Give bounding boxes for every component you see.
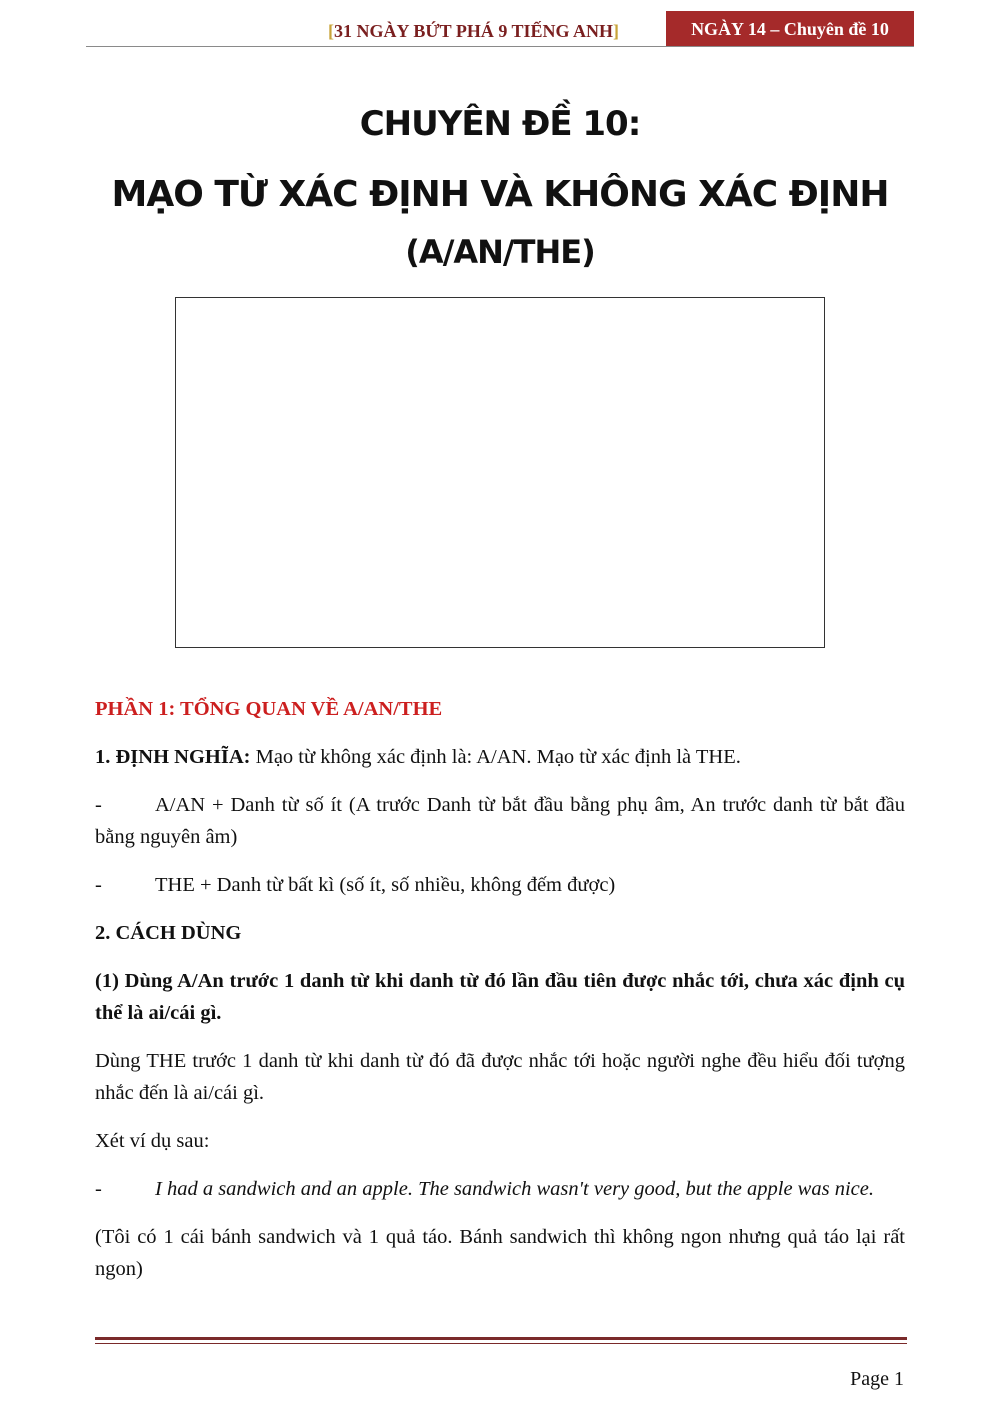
example-translation: (Tôi có 1 cái bánh sandwich và 1 quả táo. Bánh sandwich thì không ngon nhưng quả táo lại rất ngon) [95,1226,905,1280]
definition-label: 1. ĐỊNH NGHĨA: [95,746,251,768]
example-text: I had a sandwich and an apple. The sandwich wasn't very good, but the apple was nice. [155,1178,874,1200]
definition-text: Mạo từ không xác định là: A/AN. Mạo từ xác định là THE. [250,746,741,768]
rule-1: (1) Dùng A/An trước 1 danh từ khi danh từ đó lần đầu tiên được nhắc tới, chưa xác định cụ thể là ai/cái gì. [95,970,905,1024]
example-intro: Xét ví dụ sau: [95,1130,210,1152]
list-item-text: A/AN + Danh từ số ít (A trước Danh từ bắt đầu bằng phụ âm, An trước danh từ bắt đầu bằng nguyên âm) [95,794,905,848]
series-title: [31 NGÀY BỨT PHÁ 9 TIẾNG ANH] [328,21,620,41]
rule-1-paragraph: Dùng THE trước 1 danh từ khi danh từ đó đã được nhắc tới hoặc người nghe đều hiểu đối tượng nhắc đến là ai/cái gì. [95,1050,905,1104]
image-placeholder [175,297,825,648]
header-divider [86,46,914,47]
footer-divider-thin [95,1343,907,1344]
section-heading: PHẦN 1: TỔNG QUAN VỀ A/AN/THE [95,698,443,720]
title-line-1: CHUYÊN ĐỀ 10: [359,104,641,144]
title-line-3: (A/AN/THE) [405,233,595,271]
usage-heading: 2. CÁCH DÙNG [95,922,242,944]
example: - I had a sandwich and an apple. The sandwich wasn't very good, but the apple was nice. [95,1178,874,1200]
list-item: - THE + Danh từ bất kì (số ít, số nhiều, không đếm được) [95,874,616,896]
footer-divider-thick [95,1337,907,1340]
title-line-2: MẠO TỪ XÁC ĐỊNH VÀ KHÔNG XÁC ĐỊNH [111,174,889,215]
page-number: Page 1 [850,1368,904,1390]
list-item: - A/AN + Danh từ số ít (A trước Danh từ bắt đầu bằng phụ âm, An trước danh từ bắt đầu bằng nguyên âm) [95,794,905,848]
document-body [95,693,905,1301]
day-badge: NGÀY 14 – Chuyên đề 10 [666,11,914,47]
series-title-text: 31 NGÀY BỨT PHÁ 9 TIẾNG ANH [334,21,614,41]
definition [95,741,905,773]
list-item-text: THE + Danh từ bất kì (số ít, số nhiều, không đếm được) [155,874,616,896]
